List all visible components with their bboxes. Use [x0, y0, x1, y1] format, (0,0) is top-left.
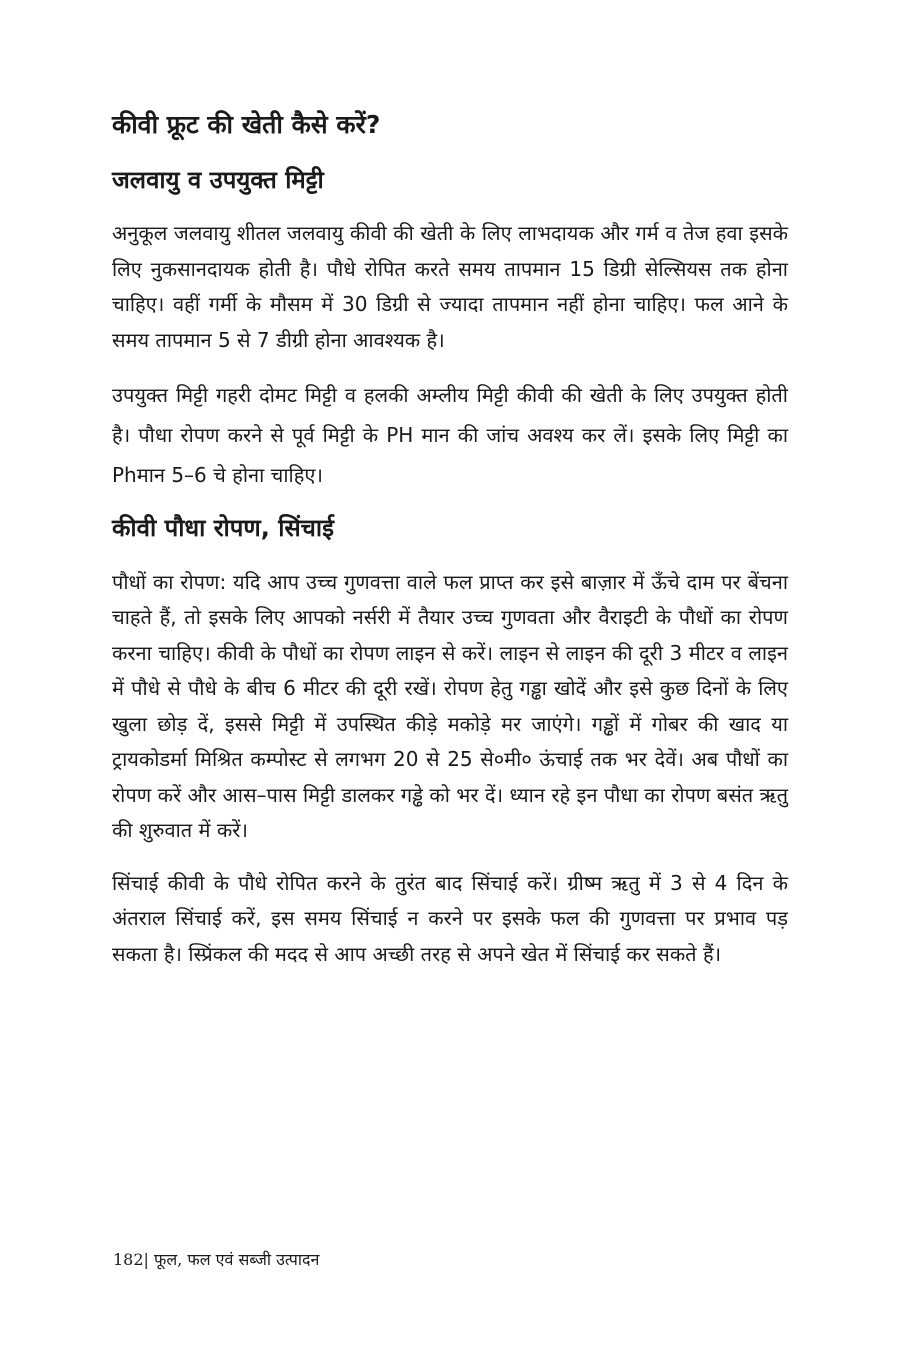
book-title: फूल, फल एवं सब्जी उत्पादन — [148, 1250, 320, 1269]
section-heading-planting-irrigation: कीवी पौधा रोपण, सिंचाई — [112, 514, 334, 543]
page-number: 182| — [113, 1250, 149, 1269]
paragraph-planting: पौधों का रोपण: यदि आप उच्च गुणवत्ता वाले फल प्राप्त कर इसे बाज़ार में ऊँचे दाम पर बेंचना चाहते हैं, तो इसके लिए आपको नर्सरी में तैयार उच्च गुणवता और वैराइटी के पौधों का रोपण करना चाहिए। कीवी के पौधों का रोपण लाइन से करें। लाइन से लाइन की दूरी 3 मीटर व लाइन में पौधे से पौधे के बीच 6 मीटर की दूरी रखें। रोपण हेतु गड्ढा खोदें और इसे कुछ दिनों के लिए खुला छोड़ दें, इससे मिट्टी में उपस्थित कीड़े मकोड़े मर जाएंगे। गड्ढों में गोबर की खाद या ट्रायकोडर्मा मिश्रित कम्पोस्ट से लगभग 20 से 25 से०मी० ऊंचाई तक भर देवें। अब पौधों का रोपण करें और आस–पास मिट्टी डालकर गड्ढे को भर दें। ध्यान रहे इन पौधा का रोपण बसंत ऋतु की शुरुवात में करें। — [112, 569, 788, 843]
document-page — [112, 108, 788, 989]
page-title: कीवी फ्रूट की खेती कैसे करें? — [112, 110, 381, 139]
paragraph-climate: अनुकूल जलवायु शीतल जलवायु कीवी की खेती के लिए लाभदायक और गर्म व तेज हवा इसके लिए नुकसानदायक होती है। पौधे रोपित करते समय तापमान 15 डिग्री सेल्सियस तक होना चाहिए। वहीं गर्मी के मौसम में 30 डिग्री से ज्यादा तापमान नहीं होना चाहिए। फल आने के समय तापमान 5 से 7 डीग्री होना आवश्यक है। — [112, 221, 788, 352]
paragraph-irrigation: सिंचाई कीवी के पौधे रोपित करने के तुरंत बाद सिंचाई करें। ग्रीष्म ऋतु में 3 से 4 दिन के अंतराल सिंचाई करें, इस समय सिंचाई न करने पर इसके फल की गुणवत्ता पर प्रभाव पड़ सकता है। स्प्रिंकल की मदद से आप अच्छी तरह से अपने खेत में सिंचाई कर सकते हैं। — [112, 870, 788, 966]
paragraph-soil: उपयुक्त मिट्टी गहरी दोमट मिट्टी व हलकी अम्लीय मिट्टी कीवी की खेती के लिए उपयुक्त होती है। पौधा रोपण करने से पूर्व मिट्टी के PH मान की जांच अवश्य कर लें। इसके लिए मिट्टी का Phमान 5–6 चे होना चाहिए। — [112, 383, 788, 488]
page-footer — [113, 1248, 319, 1270]
section-heading-climate-soil: जलवायु व उपयुक्त मिट्टी — [112, 165, 324, 194]
